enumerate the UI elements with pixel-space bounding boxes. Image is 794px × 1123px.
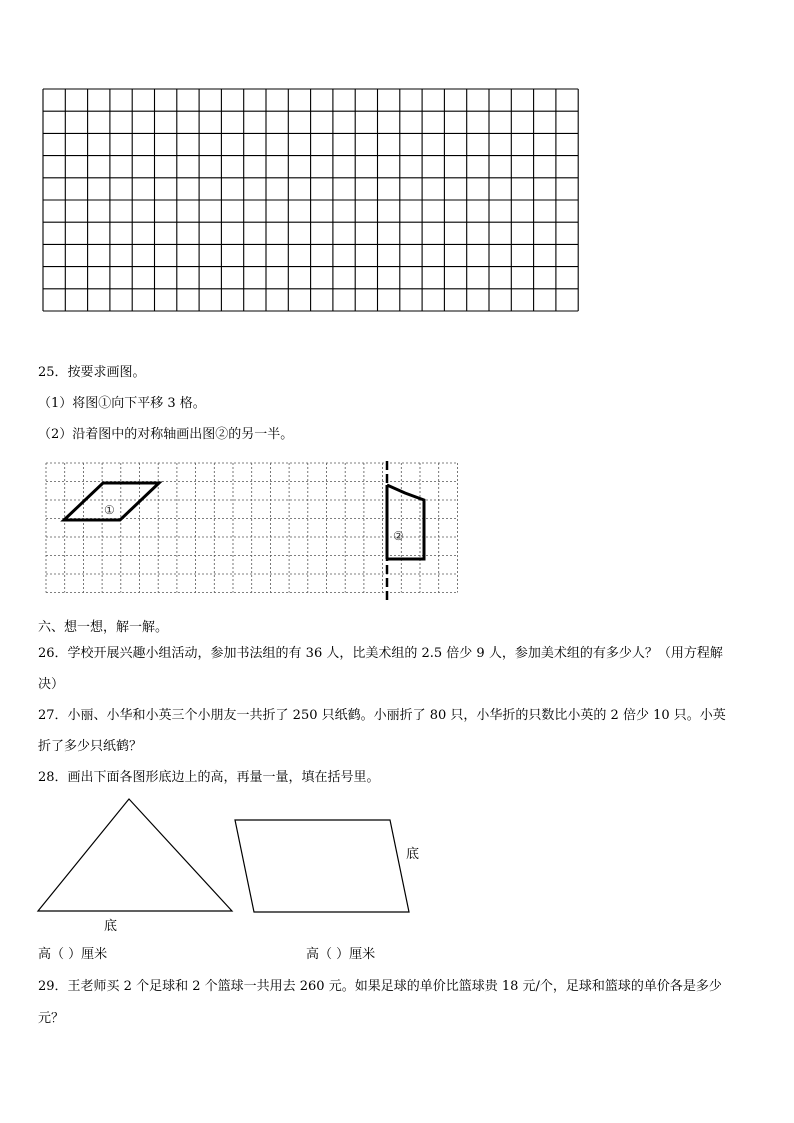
q25-part1: （1）将图①向下平移 3 格。 bbox=[38, 396, 206, 411]
triangle-base-label: 底 bbox=[104, 919, 118, 934]
shape-2-label: ② bbox=[393, 529, 404, 543]
q28-title: 28．画出下面各图形底边上的高，再量一量，填在括号里。 bbox=[38, 770, 380, 785]
q26-line2: 决） bbox=[38, 677, 65, 692]
q27-line1: 27．小丽、小华和小英三个小朋友一共折了 250 只纸鹤。小丽折了 80 只，小华折的只数比小英的 2 倍少 10 只。小英 bbox=[38, 708, 726, 723]
shape-1-label: ① bbox=[104, 503, 115, 517]
parallelogram bbox=[235, 820, 409, 912]
triangle bbox=[38, 799, 232, 911]
answer-blank-triangle: 高（ ）厘米 bbox=[38, 947, 108, 962]
section-6-title: 六、想一想，解一解。 bbox=[38, 620, 169, 635]
q29-line1: 29．王老师买 2 个足球和 2 个篮球一共用去 260 元。如果足球的单价比篮球贵 18 元/个，足球和篮球的单价各是多少 bbox=[38, 979, 722, 994]
q25-title: 25．按要求画图。 bbox=[38, 365, 146, 380]
q29-line2: 元？ bbox=[38, 1011, 65, 1026]
parallelogram-base-label: 底 bbox=[406, 847, 420, 862]
q25-part2: （2）沿着图中的对称轴画出图②的另一半。 bbox=[38, 427, 294, 442]
answer-blank-parallelogram: 高（ ）厘米 bbox=[306, 947, 376, 962]
q26-line1: 26．学校开展兴趣小组活动，参加书法组的有 36 人，比美术组的 2.5 倍少 9 人，参加美术组的有多少人？（用方程解 bbox=[38, 646, 723, 661]
q27-line2: 折了多少只纸鹤？ bbox=[38, 739, 143, 754]
